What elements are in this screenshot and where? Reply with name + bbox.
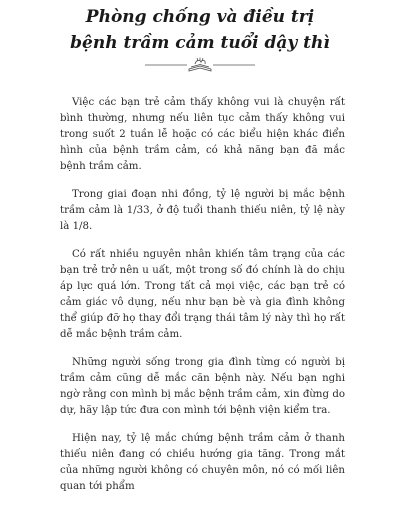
book-ornament-icon xyxy=(145,57,255,73)
paragraph-1: Việc các bạn trẻ cảm thấy không vui là chuyện rất bình thường, nhưng nếu liên tục cảm thấy không vui trong suốt 2 tuần lễ hoặc có các biểu hiện khác điển hình của bệnh trầm cảm, có khả năng bạn đã mắc bệnh trầm cảm. xyxy=(60,97,345,172)
paragraph-3: Có rất nhiều nguyên nhân khiến tâm trạng của các bạn trẻ trở nên u uất, một trong số đó chính là do chịu áp lực quá lớn. Trong tất cả mọi việc, các bạn trẻ có cảm giác vô dụng, nếu như bạn bè và gia đình không thể giúp đỡ họ thay đổi trạng thái tâm lý này thì họ rất dễ mắc bệnh trầm cảm. xyxy=(60,249,345,340)
paragraph-5: Hiện nay, tỷ lệ mắc chứng bệnh trầm cảm ở thanh thiếu niên đang có chiều hướng gia tăng. Trong mắt của những người không có chuyên môn, nó có mối liên quan tới phẩm xyxy=(60,433,345,492)
body-text xyxy=(60,95,345,507)
paragraph-2: Trong giai đoạn nhi đồng, tỷ lệ người bị mắc bệnh trầm cảm là 1/33, ở độ tuổi thanh thiếu niên, tỷ lệ này là 1/8. xyxy=(60,189,345,232)
page-title-line-2: bệnh trầm cảm tuổi dậy thì xyxy=(70,33,330,53)
paragraph-4: Những người sống trong gia đình từng có người bị trầm cảm cũng dễ mắc căn bệnh này. Nếu bạn nghi ngờ rằng con mình bị mắc bệnh trầm cảm, xin đừng do dự, hãy lập tức đưa con mình tới bệnh viện kiểm tra. xyxy=(60,357,345,416)
page-title-line-1: Phòng chống và điều trị xyxy=(85,7,315,27)
